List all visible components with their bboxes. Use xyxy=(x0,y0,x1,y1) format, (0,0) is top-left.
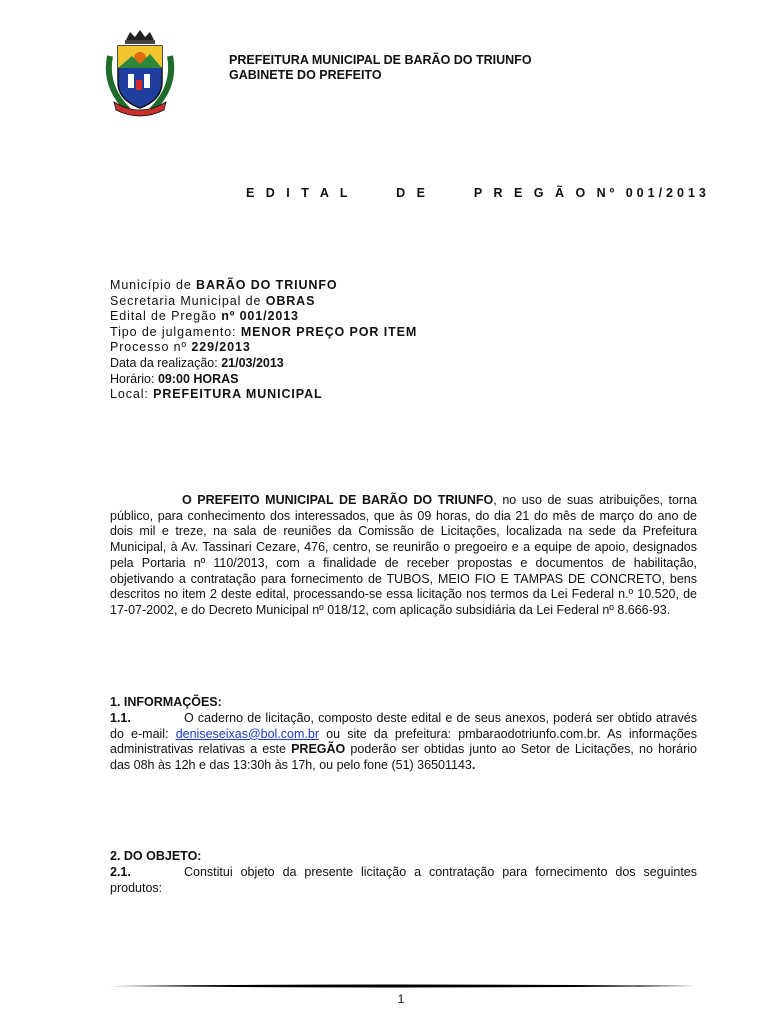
preamble-lead: O PREFEITO MUNICIPAL DE BARÃO DO TRIUNFO xyxy=(182,493,494,507)
info-process: Processo nº 229/2013 xyxy=(110,340,251,355)
info-municipality: Município de BARÃO DO TRIUNFO xyxy=(110,278,338,292)
info-secretariat: Secretaria Municipal de OBRAS xyxy=(110,293,316,308)
info-judgment-type: Tipo de julgamento: MENOR PREÇO POR ITEM xyxy=(110,324,418,339)
section-2-1-paragraph: 2.1. Constitui objeto da presente licitação a contratação para fornecimento dos seguintes produtos: xyxy=(110,865,697,895)
letterhead-municipality: PREFEITURA MUNICIPAL DE BARÃO DO TRIUNFO xyxy=(229,53,532,67)
page-number: 1 xyxy=(397,992,405,1006)
section-2-heading: 2. DO OBJETO: xyxy=(110,849,202,863)
bid-summary xyxy=(110,278,417,403)
footer-rule xyxy=(110,984,697,988)
clause-number: 2.1. xyxy=(110,865,131,879)
letterhead xyxy=(229,53,532,83)
info-location: Local: PREFEITURA MUNICIPAL xyxy=(110,387,323,402)
letterhead-office: GABINETE DO PREFEITO xyxy=(229,68,382,82)
document-title: E D I T A L D E P R E G Ã O Nº 001/2013 xyxy=(246,186,710,200)
section-1-1-paragraph: 1.1. O caderno de licitação, composto deste edital e de seus anexos, poderá ser obtido através do e-mail: deniseseixas@bol.com.br ou site da prefeitura: pmbaraodotriunfo.com.br. As informações administrativas relativas a este PREGÃO poderão ser obtidas junto ao Setor de Licitações, no horário das 08h às 12h e das 13:30h às 17h, ou pelo fone (51) 36501143. xyxy=(110,711,697,773)
info-time: Horário: 09:00 HORAS xyxy=(110,371,239,386)
email-link[interactable]: deniseseixas@bol.com.br xyxy=(175,726,320,741)
clause-number: 1.1. xyxy=(110,711,131,725)
preamble-text: , no uso de suas atribuições, torna público, para conhecimento dos interessados, que às 09 horas, do dia 21 do mês de março do ano de dois mil e treze, na sala de reuniões da Comissão de Licitações, localizada na sede da Prefeitura Municipal, à Av. Tassinari Cezare, 476, centro, se reunirão o pregoeiro e a equipe de apoio, designados pela Portaria nº 110/2013, com a finalidade de receber propostas e documentos de habilitação, objetivando a contratação para fornecimento de TUBOS, MEIO FIO E TAMPAS DE CONCRETO, bens descritos no item 2 deste edital, processando-se essa licitação nos termos da Lei Federal n.º 10.520, de 17-07-2002, e do Decreto Municipal nº 018/12, com aplicação subsidiária da Lei Federal nº 8.666-93. xyxy=(110,493,697,617)
info-date: Data da realização: 21/03/2013 xyxy=(110,355,284,370)
section-1-heading: 1. INFORMAÇÕES: xyxy=(110,695,222,709)
municipal-coat-of-arms xyxy=(94,26,186,118)
info-edital: Edital de Pregão nº 001/2013 xyxy=(110,309,299,324)
preamble-paragraph xyxy=(110,493,697,619)
